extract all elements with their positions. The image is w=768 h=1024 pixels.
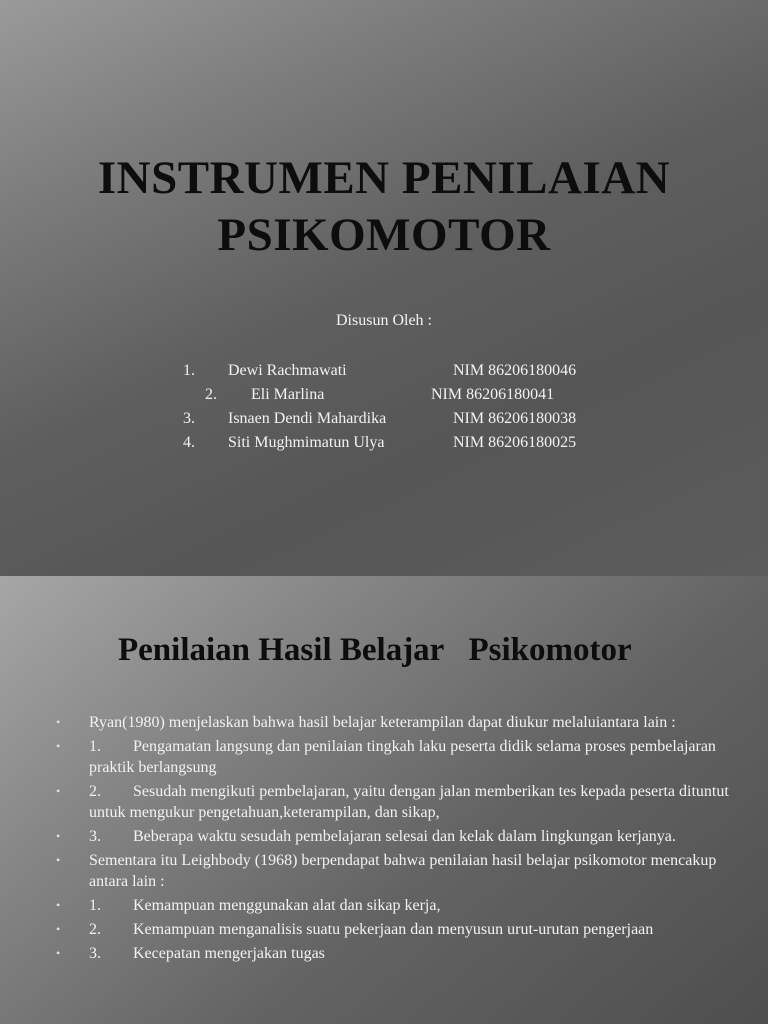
bullet-text: 1. Kemampuan menggunakan alat dan sikap kerja, [89,897,441,914]
bullet-text: 3. Beberapa waktu sesudah pembelajaran selesai dan kelak dalam lingkungan kerjanya. [89,828,676,845]
author-row [0,409,768,429]
author-row [0,385,768,405]
title-line-2: PSIKOMOTOR [217,209,551,261]
bullet-icon: • [56,715,61,729]
list-item [56,781,736,823]
author-row [0,433,768,453]
title-line-1: INSTRUMEN PENILAIAN [97,152,671,204]
author-name: Dewi Rachmawati [228,362,347,379]
list-item [56,736,736,778]
bullet-icon: • [56,739,61,753]
author-name: Isnaen Dendi Mahardika [228,410,387,427]
author-number: 2. [205,386,217,403]
list-item [56,919,736,940]
author-nim: NIM 86206180025 [453,434,577,451]
slide-heading: Penilaian Hasil Belajar Psikomotor [118,632,632,668]
bullet-list [56,712,736,967]
bullet-text: 1. Pengamatan langsung dan penilaian tingkah laku peserta didik selama proses pembelajaran praktik berlangsung [89,738,716,776]
bullet-text: 2. Kemampuan menganalisis suatu pekerjaan dan menyusun urut-urutan pengerjaan [89,921,654,938]
bullet-text: 3. Kecepatan mengerjakan tugas [89,945,325,962]
bullet-icon: • [56,898,61,912]
bullet-text: Sementara itu Leighbody (1968) berpendapat bahwa penilaian hasil belajar psikomotor mencakup antara lain : [89,852,717,890]
author-name: Eli Marlina [251,386,325,403]
bullet-icon: • [56,853,61,867]
list-item [56,850,736,892]
bullet-icon: • [56,784,61,798]
author-nim: NIM 86206180046 [453,362,577,379]
author-number: 3. [183,410,195,427]
author-name: Siti Mughmimatun Ulya [228,434,385,451]
authored-by-label: Disusun Oleh : [336,312,432,329]
author-row [0,361,768,381]
author-number: 1. [183,362,195,379]
author-number: 4. [183,434,195,451]
list-item [56,826,736,847]
bullet-text: Ryan(1980) menjelaskan bahwa hasil belajar keterampilan dapat diukur melaluiantara lain : [89,714,676,731]
author-nim: NIM 86206180038 [453,410,577,427]
author-nim: NIM 86206180041 [431,386,555,403]
bullet-icon: • [56,922,61,936]
bullet-icon: • [56,829,61,843]
slide-title [0,150,768,264]
list-item [56,712,736,733]
list-item [56,943,736,964]
list-item [56,895,736,916]
bullet-icon: • [56,946,61,960]
bullet-text: 2. Sesudah mengikuti pembelajaran, yaitu dengan jalan memberikan tes kepada peserta dituntut untuk mengukur pengetahuan,keterampilan, dan sikap, [89,783,729,821]
